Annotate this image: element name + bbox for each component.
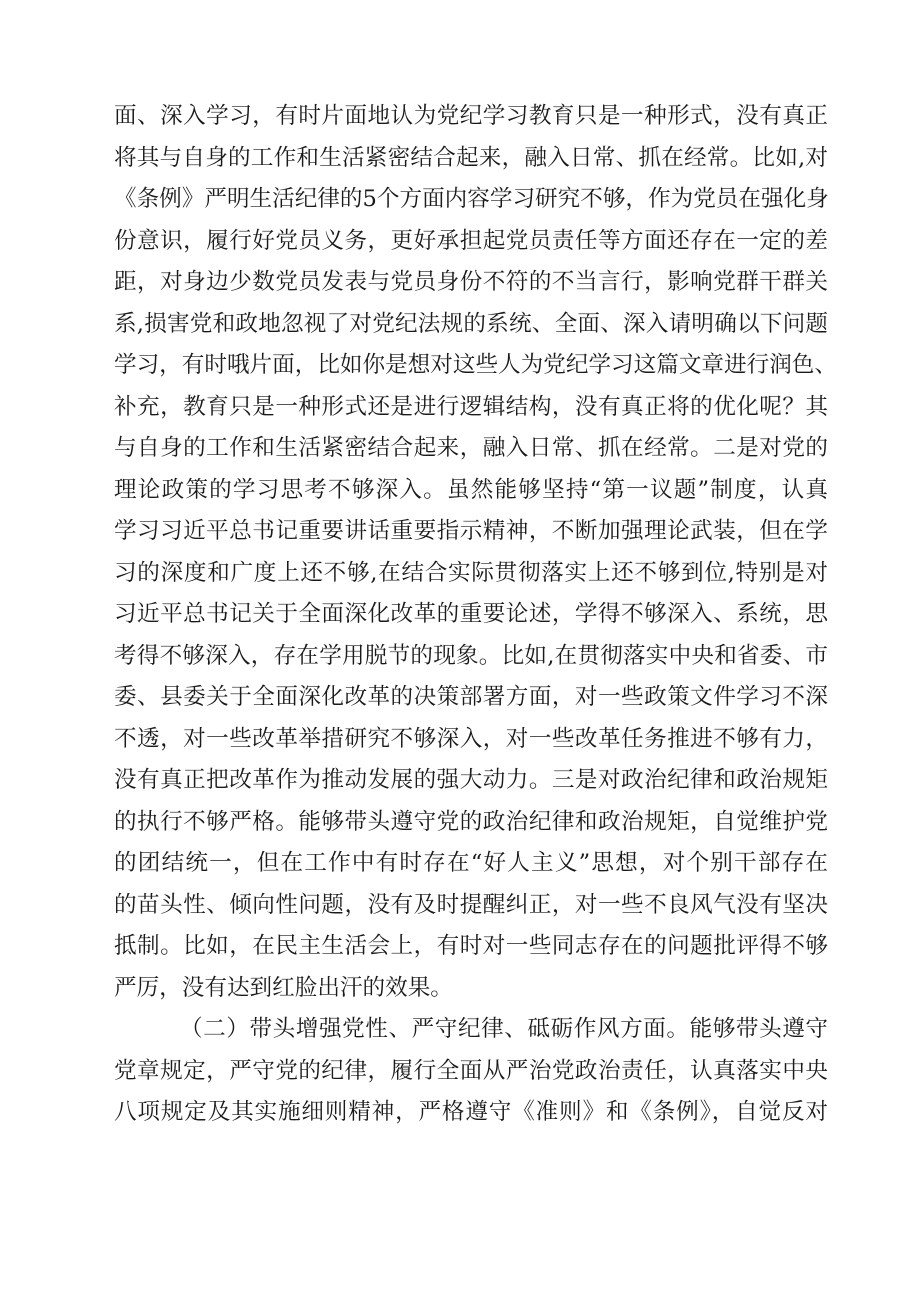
text-line: 党章规定，严守党的纪律，履行全面从严治党政治责任，认真落实中央: [114, 1057, 828, 1084]
text-line: 距，对身边少数党员发表与党员身份不符的不当言行，影响党群干群关: [114, 269, 828, 295]
text-line: 与自身的工作和生活紧密结合起来，融入日常、抓在经常。二是对党的: [114, 435, 828, 461]
text-line: 的团结统一，但在工作中有时存在“好人主义”思想，对个别干部存在: [114, 850, 828, 876]
text-line: 系,损害党和政地忽视了对党纪法规的系统、全面、深入请明确以下问题: [114, 310, 828, 337]
text-line: 习近平总书记关于全面深化改革的重要论述，学得不够深入、系统，思: [114, 601, 828, 627]
section-heading-line: （二）带头增强党性、严守纪律、砥砺作风方面。能够带头遵守: [180, 1016, 828, 1042]
text-line: 的苗头性、倾向性问题，没有及时提醒纠正，对一些不良风气没有坚决: [114, 891, 828, 918]
document-body: [114, 96, 837, 1134]
text-line: 将其与自身的工作和生活紧密结合起来，融入日常、抓在经常。比如,对: [114, 144, 828, 171]
text-line: 习的深度和广度上还不够,在结合实际贯彻落实上还不够到位,特别是对: [114, 559, 828, 586]
text-line: 学习习近平总书记重要讲话重要指示精神，不断加强理论武装，但在学: [114, 518, 828, 544]
text-line: 考得不够深入，存在学用脱节的现象。比如,在贯彻落实中央和省委、市: [114, 642, 828, 669]
text-line: 不透，对一些改革举措研究不够深入，对一些改革任务推进不够有力，: [114, 725, 828, 752]
paragraph-2: [114, 1009, 828, 1134]
text-line: 补充，教育只是一种形式还是进行逻辑结构，没有真正将的优化呢？其: [114, 393, 828, 420]
text-line: 抵制。比如，在民主生活会上，有时对一些同志存在的问题批评得不够: [114, 933, 828, 959]
paragraph-1: [114, 96, 837, 1009]
text-line: 严厉，没有达到红脸出汗的效果。: [114, 974, 453, 1001]
text-line: 学习，有时哦片面，比如你是想对这些人为党纪学习这篇文章进行润色、: [114, 352, 837, 378]
text-line: 没有真正把改革作为推动发展的强大动力。三是对政治纪律和政治规矩: [114, 767, 828, 793]
text-line: 理论政策的学习思考不够深入。虽然能够坚持“第一议题”制度，认真: [114, 476, 828, 503]
text-line: 八项规定及其实施细则精神，严格遵守《准则》和《条例》，自觉反对: [114, 1099, 828, 1125]
text-line: 份意识，履行好党员义务，更好承担起党员责任等方面还存在一定的差: [114, 227, 828, 254]
text-line: 《条例》严明生活纪律的5个方面内容学习研究不够，作为党员在强化身: [114, 186, 829, 212]
text-line: 委、县委关于全面深化改革的决策部署方面，对一些政策文件学习不深: [114, 684, 828, 710]
text-line: 面、深入学习，有时片面地认为党纪学习教育只是一种形式，没有真正: [114, 103, 828, 129]
text-line: 的执行不够严格。能够带头遵守党的政治纪律和政治规矩，自觉维护党: [114, 808, 828, 835]
